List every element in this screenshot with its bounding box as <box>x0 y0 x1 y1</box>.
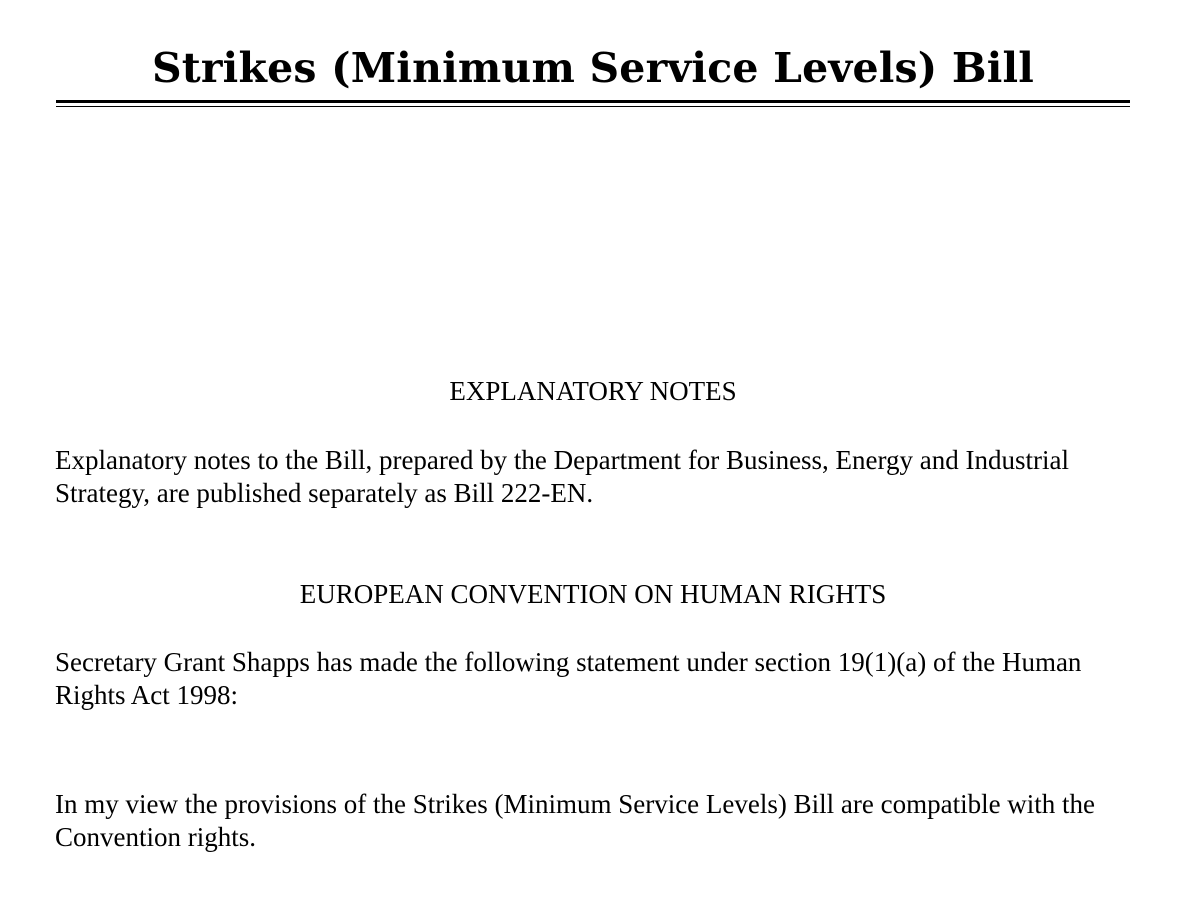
document-title: Strikes (Minimum Service Levels) Bill <box>151 44 1035 92</box>
title-rule-thick <box>56 100 1130 103</box>
title-rule-thin <box>56 106 1130 107</box>
explanatory-notes-heading: EXPLANATORY NOTES <box>449 376 737 406</box>
echr-view-paragraph: In my view the provisions of the Strikes (Minimum Service Levels) Bill are compatible with the Convention rights. <box>55 789 1096 852</box>
echr-heading: EUROPEAN CONVENTION ON HUMAN RIGHTS <box>299 579 887 609</box>
explanatory-notes-paragraph: Explanatory notes to the Bill, prepared by the Department for Business, Energy and Industrial Strategy, are published separately as Bill 222-EN. <box>55 445 1070 508</box>
echr-statement-paragraph: Secretary Grant Shapps has made the following statement under section 19(1)(a) of the Human Rights Act 1998: <box>55 647 1082 710</box>
